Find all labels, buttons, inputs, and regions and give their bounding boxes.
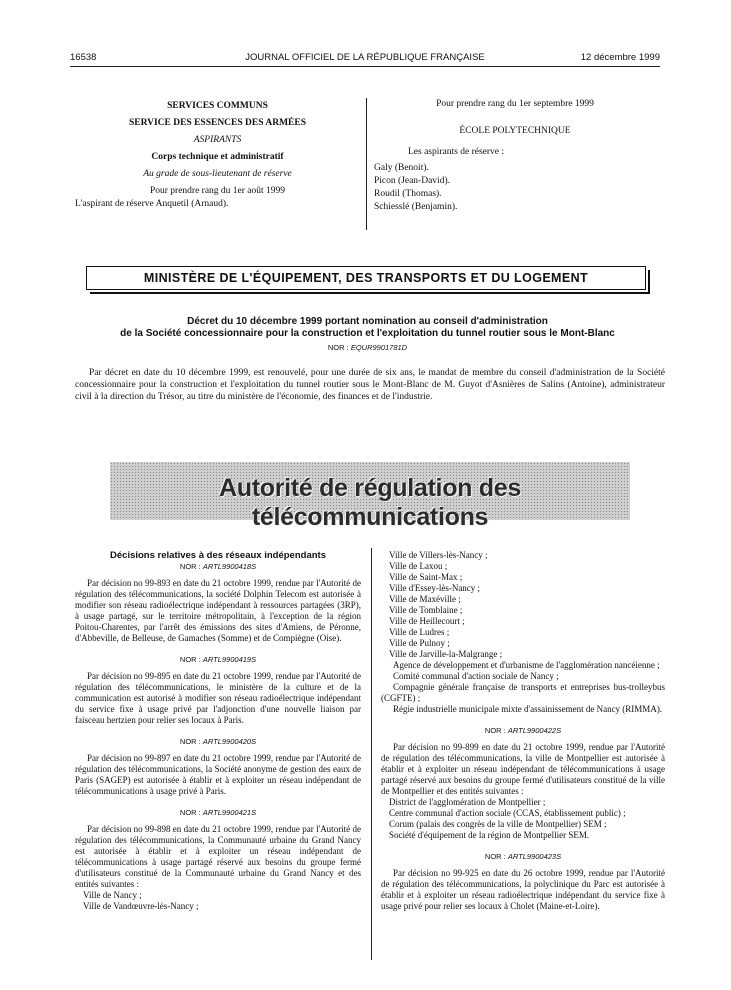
list-item: Compagnie générale française de transports et entreprises bus-trolleybus (CGFTE) ; <box>381 682 665 703</box>
decision-paragraph: Par décision no 99-925 en date du 26 octobre 1999, rendue par l'Autorité de régulation des télécommunications, la polyclinique du Parc est autorisée à établir et à exploiter un réseau radioélectrique indépendant du service fixe à usage privé pour relier ses locaux à Cholet (Maine-et-Loire). <box>381 868 665 911</box>
column-divider-top <box>366 98 367 230</box>
list-item: Centre communal d'action sociale (CCAS, établissement public) ; <box>389 808 626 818</box>
list-item: Ville de Pulnoy ; <box>389 638 450 648</box>
list-item: Ville de Ludres ; <box>389 627 450 637</box>
section-banner-title: Autorité de régulation des télécommunications <box>219 474 521 531</box>
nor-line: NOR : ARTL9900420S <box>179 737 257 746</box>
lower-right-column <box>381 550 665 912</box>
journal-title: JOURNAL OFFICIEL DE LA RÉPUBLIQUE FRANÇAISE <box>245 52 485 63</box>
decree-body: Par décret en date du 10 décembre 1999, est renouvelé, pour une durée de six ans, le mandat de membre du conseil d'administration de la Société concessionnaire pour la construction et l'exploitation du tunnel routier sous le Mont-Blanc de M. Guyot d'Asnières de Salins (Antoine), administrateur civil à la direction du Trésor, au titre du ministère de l'économie, des finances et de l'industrie. <box>75 368 665 402</box>
rank-date-line-right: Pour prendre rang du 1er septembre 1999 <box>436 99 594 109</box>
list-item: Ville de Vandœuvre-lès-Nancy ; <box>83 901 199 911</box>
decree-nor <box>75 342 660 354</box>
list-item: Ville de Laxou ; <box>389 561 448 571</box>
list-item: Ville de Tomblaine ; <box>389 605 463 615</box>
decree-title-line-2: de la Société concessionnaire pour la construction et l'exploitation du tunnel routier sous le Mont-Blanc <box>120 328 615 339</box>
list-item: Ville de Heillecourt ; <box>389 616 465 626</box>
heading-aspirants: ASPIRANTS <box>193 135 242 145</box>
nor-label: NOR : <box>327 343 349 352</box>
nor-line: NOR : ARTL9900419S <box>179 655 257 664</box>
heading-services-communs: SERVICES COMMUNS <box>167 101 268 111</box>
heading-ecole: ÉCOLE POLYTECHNIQUE <box>459 126 571 136</box>
list-item: Ville de Jarville-la-Malgrange ; <box>389 649 503 659</box>
list-item: Agence de développement et d'urbanisme de l'agglomération nancéienne ; <box>393 660 660 670</box>
list-item: Ville d'Essey-lès-Nancy ; <box>389 583 481 593</box>
list-item: Schiesslé (Benjamin). <box>374 202 458 212</box>
list-item: Galy (Benoit). <box>374 163 429 173</box>
nor-line: NOR : ARTL9900421S <box>179 808 257 817</box>
lower-left-column <box>75 550 361 912</box>
top-left-column <box>75 100 360 211</box>
list-item: Ville de Villers-lès-Nancy ; <box>389 550 488 560</box>
ministry-heading: MINISTÈRE DE L'ÉQUIPEMENT, DES TRANSPORTS ET DU LOGEMENT <box>86 266 646 290</box>
aspirants-intro: Les aspirants de réserve : <box>408 147 505 157</box>
page-number: 16538 <box>70 52 97 63</box>
top-right-column <box>374 98 656 214</box>
list-item: Ville de Nancy ; <box>83 890 142 900</box>
heading-service-essences: SERVICE DES ESSENCES DES ARMÉES <box>128 118 307 128</box>
decision-paragraph: Par décision no 99-899 en date du 21 octobre 1999, rendue par l'Autorité de régulation des télécommunications, la ville de Montpellier est autorisée à établir et à exploiter un réseau indépendant de télécommunications à usage partagé réservé aux besoins du groupe fermé d'utilisateurs constitué de la ville de Montpellier et des entités suivantes : <box>381 742 665 796</box>
nor-line: NOR : ARTL9900423S <box>484 852 562 861</box>
list-item: Comité communal d'action sociale de Nancy ; <box>393 671 559 681</box>
decision-paragraph: Par décision no 99-893 en date du 21 octobre 1999, rendue par l'Autorité de régulation des télécommunications, la société Dolphin Telecom est autorisée à modifier son réseau radioélectrique indépendant à ressources partagées (3RP), à usage partagé, sur le territoire métropolitain, à l'exception de la région Poitou-Charentes, par l'arrêt des émissions des sites d'Amiens, de Péronne, d'Abbeville, de Belleuse, de Gamaches (Somme) et de Compiègne (Oise). <box>75 578 361 643</box>
list-item: Ville de Maxéville ; <box>389 594 461 604</box>
list-item: Corum (palais des congrès de la ville de Montpellier) SEM ; <box>389 819 607 829</box>
header-rule <box>70 66 660 67</box>
list-item: Régie industrielle municipale mixte d'assainissement de Nancy (RIMMA). <box>393 704 663 714</box>
decision-paragraph: Par décision no 99-898 en date du 21 octobre 1999, rendue par l'Autorité de régulation des télécommunications, la Communauté urbaine du Grand Nancy est autorisée à établir et à exploiter un réseau indépendant de télécommunications à usage partagé réservé aux besoins du groupe fermé d'utilisateurs constitué de la Communauté urbaine du Grand Nancy et des entités suivantes : <box>75 824 361 889</box>
list-item: District de l'agglomération de Montpellier ; <box>389 797 546 807</box>
decree-title-line-1: Décret du 10 décembre 1999 portant nomination au conseil d'administration <box>187 316 548 327</box>
grade-line: Au grade de sous-lieutenant de réserve <box>143 169 292 179</box>
aspirant-name: L'aspirant de réserve Anquetil (Arnaud). <box>75 199 229 209</box>
column-divider-bottom <box>371 548 372 960</box>
issue-date: 12 décembre 1999 <box>580 52 660 63</box>
nor-code: EQUR9901781D <box>350 343 408 352</box>
decree-title <box>75 316 660 354</box>
list-item: Picon (Jean-David). <box>374 176 450 186</box>
decision-paragraph: Par décision no 99-895 en date du 21 octobre 1999, rendue par l'Autorité de régulation des télécommunications, le ministère de la culture et de la communication est autorisé à modifier son réseau radioélectrique indépendant du service fixe à usage privé par l'adjonction d'une nouvelle liaison par faisceau hertzien pour relier ses locaux à Paris. <box>75 671 361 725</box>
list-item: Ville de Saint-Max ; <box>389 572 463 582</box>
section-title: Décisions relatives à des réseaux indépendants <box>110 550 326 561</box>
nor-line: NOR : ARTL9900418S <box>179 562 257 571</box>
nor-line: NOR : ARTL9900422S <box>484 726 562 735</box>
rank-date-line: Pour prendre rang du 1er août 1999 <box>149 186 286 196</box>
heading-corps: Corps technique et administratif <box>151 152 284 162</box>
list-item: Roudil (Thomas). <box>374 189 442 199</box>
list-item: Société d'équipement de la région de Montpellier SEM. <box>389 830 590 840</box>
decision-paragraph: Par décision no 99-897 en date du 21 octobre 1999, rendue par l'Autorité de régulation des télécommunications, la Société anonyme de gestion des eaux de Paris (SAGEP) est autorisée à établir et à exploiter un réseau indépendant de télécommunications à usage privé à Paris. <box>75 753 361 796</box>
